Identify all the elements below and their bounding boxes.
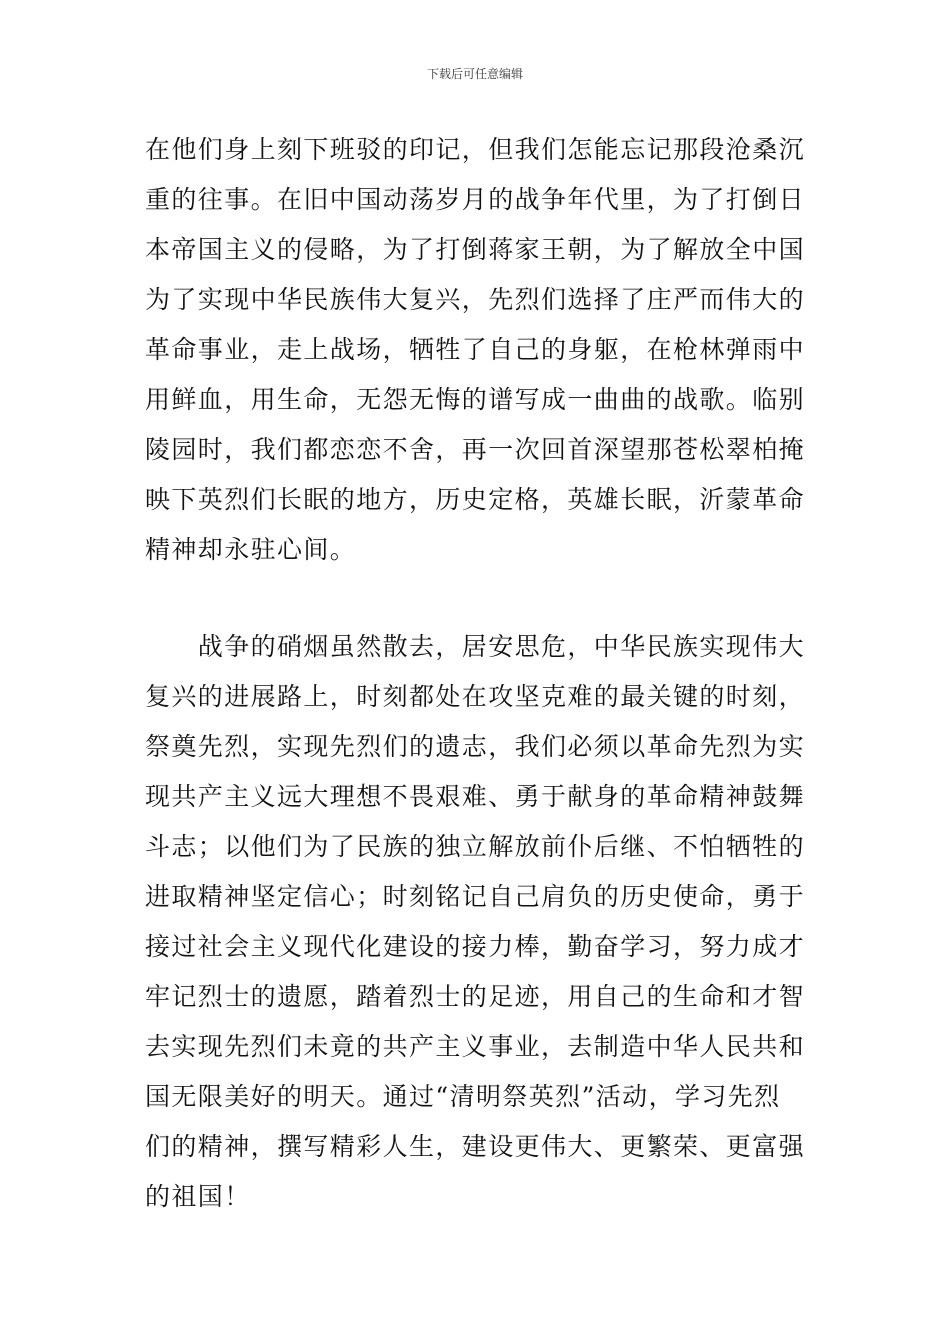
text-line: 牢记烈士的遗愿，踏着烈士的足迹，用自己的生命和才智: [145, 982, 806, 1011]
text-line: 重的往事。在旧中国动荡岁月的战争年代里，为了打倒日: [145, 185, 806, 214]
paragraph-2: [145, 622, 809, 1222]
paragraph-1: [145, 125, 809, 575]
text-line: 为了实现中华民族伟大复兴，先烈们选择了庄严而伟大的: [145, 285, 806, 314]
text-line: 映下英烈们长眠的地方，历史定格，英雄长眠，沂蒙革命: [145, 485, 806, 514]
text-line: 复兴的进展路上，时刻都处在攻坚克难的最关键的时刻，: [145, 682, 806, 711]
text-line: 祭奠先烈，实现先烈们的遗志，我们必须以革命先烈为实: [145, 732, 806, 761]
text-line: 斗志；以他们为了民族的独立解放前仆后继、不怕牺牲的: [145, 832, 806, 861]
text-line: 现共产主义远大理想不畏艰难、勇于献身的革命精神鼓舞: [145, 782, 806, 811]
text-line: 去实现先烈们未竟的共产主义事业，去制造中华人民共和: [145, 1032, 806, 1061]
page-header: 下载后可任意编辑: [426, 67, 523, 81]
text-line: 本帝国主义的侵略，为了打倒蒋家王朝，为了解放全中国: [145, 235, 806, 264]
text-line: 精神却永驻心间。: [145, 535, 357, 564]
text-line: 陵园时，我们都恋恋不舍，再一次回首深望那苍松翠柏掩: [145, 435, 806, 464]
text-line: 在他们身上刻下班驳的印记，但我们怎能忘记那段沧桑沉: [145, 135, 806, 164]
text-line: 战争的硝烟虽然散去，居安思危，中华民族实现伟大: [145, 632, 806, 661]
text-line: 国无限美好的明天。通过“清明祭英烈”活动，学习先烈: [145, 1082, 781, 1111]
text-line: 革命事业，走上战场，牺牲了自己的身躯，在枪林弹雨中: [145, 335, 806, 364]
text-line: 进取精神坚定信心；时刻铭记自己肩负的历史使命，勇于: [145, 882, 806, 911]
text-line: 们的精神，撰写精彩人生，建设更伟大、更繁荣、更富强: [145, 1132, 806, 1161]
text-line: 用鲜血，用生命，无怨无悔的谱写成一曲曲的战歌。临别: [145, 385, 806, 414]
text-line: 接过社会主义现代化建设的接力棒，勤奋学习，努力成才: [145, 932, 806, 961]
text-line: 的祖国！: [145, 1182, 251, 1211]
